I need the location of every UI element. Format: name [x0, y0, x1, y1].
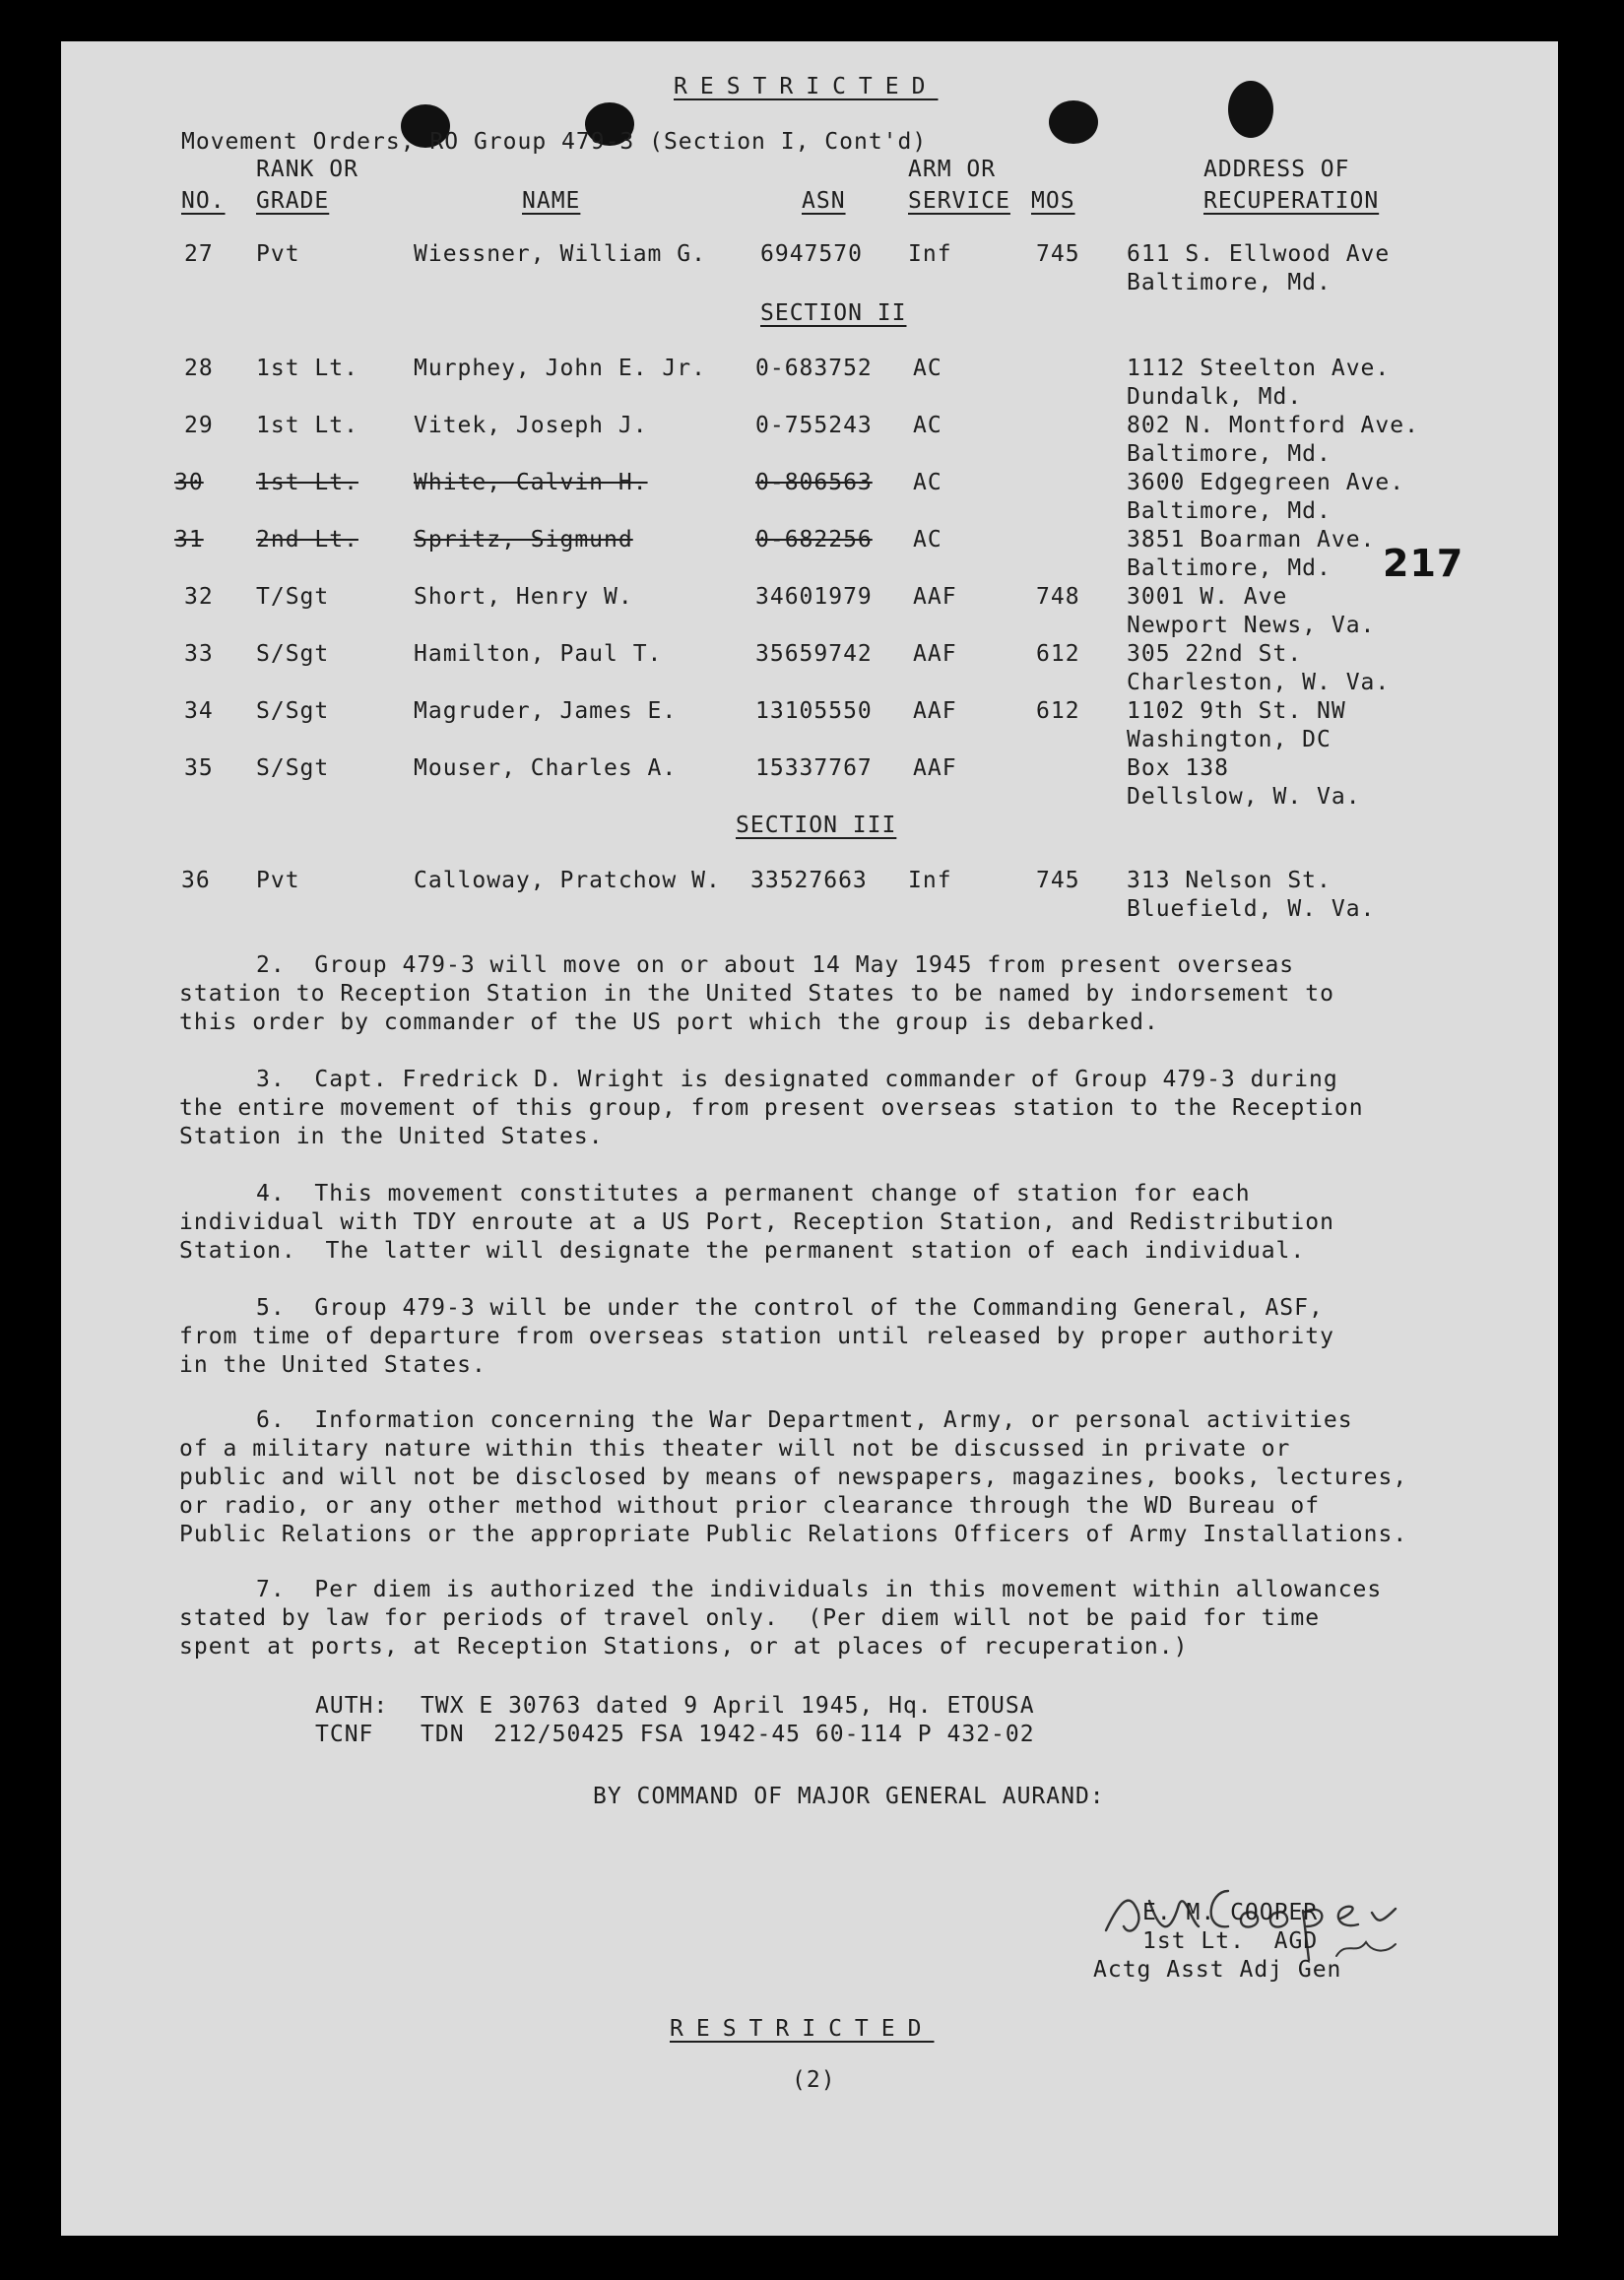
paragraph-5: 5. Group 479-3 will be under the control of the Commanding General, ASF, from time of departure from overseas station until released by proper authority in the United States. — [179, 1295, 1334, 1378]
row-no: 36 — [181, 868, 211, 893]
row-rank: 1st Lt. — [256, 413, 358, 438]
row-address-2: Baltimore, Md. — [1127, 555, 1332, 581]
signer-name: E. M. COOPER — [1142, 1900, 1319, 1925]
row-no: 28 — [184, 356, 214, 381]
paragraph-2: 2. Group 479-3 will move on or about 14 May 1945 from present overseas station to Reception Station in the United States to be named by indorsement to this order by commander of the US port which the group is debarked. — [179, 952, 1334, 1035]
tcnf-label: TCNF — [315, 1722, 374, 1747]
col-mos: MOS — [1031, 188, 1075, 214]
paragraph-6: 6. Information concerning the War Department, Army, or personal activities of a military nature within this theater will not be discussed in private or public and will not be disclosed by means of newspapers, magazines, books, lectures, or radio, or any other method without prior clearance through the WD Bureau of Public Relations or the appropriate Public Relations Officers of Army Installations. — [179, 1407, 1408, 1547]
row-arm: AAF — [913, 755, 957, 781]
row-arm: AC — [913, 527, 942, 553]
punch-hole — [1049, 100, 1098, 144]
header-classification: RESTRICTED — [674, 74, 939, 99]
page-stamp-number: 217 — [1383, 542, 1464, 585]
row-address-2: Dellslow, W. Va. — [1127, 784, 1361, 810]
auth-text: TWX E 30763 dated 9 April 1945, Hq. ETOUSA — [421, 1693, 1035, 1719]
col-grade: GRADE — [256, 188, 330, 214]
document-subtitle: Movement Orders, RO Group 479-3 (Section I, Cont'd) — [181, 129, 928, 155]
col-recuperation: RECUPERATION — [1203, 188, 1380, 214]
row-address-1: 313 Nelson St. — [1127, 868, 1332, 893]
command-line: BY COMMAND OF MAJOR GENERAL AURAND: — [593, 1784, 1105, 1809]
row-asn: 15337767 — [755, 755, 873, 781]
row-rank: S/Sgt — [256, 755, 330, 781]
row-rank: T/Sgt — [256, 584, 330, 610]
row-rank: 2nd Lt. — [256, 527, 358, 553]
row-name: Short, Henry W. — [414, 584, 633, 610]
row-name: Murphey, John E. Jr. — [414, 356, 706, 381]
row-address-2: Newport News, Va. — [1127, 613, 1376, 638]
col-address-top: ADDRESS OF — [1203, 157, 1350, 182]
row-address-1: 1112 Steelton Ave. — [1127, 356, 1391, 381]
row-address-1: 305 22nd St. — [1127, 641, 1303, 667]
row-asn: 6947570 — [760, 241, 863, 267]
row-arm: AAF — [913, 584, 957, 610]
row-asn: 33527663 — [750, 868, 868, 893]
row-asn: 34601979 — [755, 584, 873, 610]
row-address-2: Baltimore, Md. — [1127, 498, 1332, 524]
row-name: Spritz, Sigmund — [414, 527, 633, 553]
row-no: 34 — [184, 698, 214, 724]
row-arm: AC — [913, 356, 942, 381]
row-no: 35 — [184, 755, 214, 781]
row-asn: 13105550 — [755, 698, 873, 724]
col-service: SERVICE — [908, 188, 1010, 214]
row-rank: S/Sgt — [256, 698, 330, 724]
col-asn: ASN — [802, 188, 846, 214]
footer-classification: RESTRICTED — [670, 2016, 935, 2042]
row-no: 33 — [184, 641, 214, 667]
row-no: 32 — [184, 584, 214, 610]
row-rank: S/Sgt — [256, 641, 330, 667]
row-address-1: 3600 Edgegreen Ave. — [1127, 470, 1405, 495]
row-arm: Inf — [908, 241, 952, 267]
row-address-2: Charleston, W. Va. — [1127, 670, 1391, 695]
row-asn: 0-806563 — [755, 470, 873, 495]
paragraph-4: 4. This movement constitutes a permanent change of station for each individual with TDY enroute at a US Port, Reception Station, and Redistribution Station. The latter will designate the permanent station of each individual. — [179, 1181, 1334, 1264]
row-arm: AAF — [913, 698, 957, 724]
row-address-1: 3001 W. Ave — [1127, 584, 1288, 610]
row-name: Wiessner, William G. — [414, 241, 706, 267]
auth-label: AUTH: — [315, 1693, 389, 1719]
row-arm: Inf — [908, 868, 952, 893]
row-address-1: 611 S. Ellwood Ave — [1127, 241, 1391, 267]
row-no: 27 — [184, 241, 214, 267]
row-address-1: 1102 9th St. NW — [1127, 698, 1346, 724]
row-name: Mouser, Charles A. — [414, 755, 678, 781]
row-address-1: 3851 Boarman Ave. — [1127, 527, 1376, 553]
row-name: White, Calvin H. — [414, 470, 648, 495]
row-no: 29 — [184, 413, 214, 438]
row-rank: 1st Lt. — [256, 356, 358, 381]
signature-script-text — [1142, 1873, 1306, 1901]
row-name: Vitek, Joseph J. — [414, 413, 648, 438]
row-arm: AC — [913, 413, 942, 438]
signer-rank: 1st Lt. AGD — [1142, 1928, 1319, 1954]
row-no: 30 — [174, 470, 204, 495]
page-number: (2) — [792, 2067, 836, 2093]
col-no: NO. — [181, 188, 226, 214]
row-arm: AC — [913, 470, 942, 495]
paragraph-7: 7. Per diem is authorized the individuals in this movement within allowances stated by law for periods of travel only. (Per diem will not be paid for time spent at ports, at Reception Stations, or at places of recuperation.) — [179, 1577, 1383, 1660]
row-name: Calloway, Pratchow W. — [414, 868, 721, 893]
row-address-2: Dundalk, Md. — [1127, 384, 1303, 410]
row-address-2: Baltimore, Md. — [1127, 441, 1332, 467]
row-arm: AAF — [913, 641, 957, 667]
row-address-2: Baltimore, Md. — [1127, 270, 1332, 295]
punch-hole — [1228, 81, 1273, 138]
row-rank: Pvt — [256, 241, 300, 267]
row-asn: 0-755243 — [755, 413, 873, 438]
row-name: Hamilton, Paul T. — [414, 641, 663, 667]
tcnf-text: TDN 212/50425 FSA 1942-45 60-114 P 432-02 — [421, 1722, 1035, 1747]
row-no: 31 — [174, 527, 204, 553]
row-address-1: 802 N. Montford Ave. — [1127, 413, 1419, 438]
row-mos: 745 — [1036, 241, 1080, 267]
row-asn: 0-683752 — [755, 356, 873, 381]
col-rank-top: RANK OR — [256, 157, 358, 182]
row-mos: 612 — [1036, 641, 1080, 667]
row-mos: 612 — [1036, 698, 1080, 724]
col-arm-top: ARM OR — [908, 157, 997, 182]
signer-title: Actg Asst Adj Gen — [1093, 1957, 1342, 1983]
row-address-2: Washington, DC — [1127, 727, 1332, 752]
col-name: NAME — [522, 188, 581, 214]
section-iii-heading: SECTION III — [736, 813, 897, 838]
section-ii-heading: SECTION II — [760, 300, 907, 326]
row-address-1: Box 138 — [1127, 755, 1229, 781]
row-asn: 35659742 — [755, 641, 873, 667]
row-asn: 0-682256 — [755, 527, 873, 553]
row-name: Magruder, James E. — [414, 698, 678, 724]
row-address-2: Bluefield, W. Va. — [1127, 896, 1376, 922]
document-page — [61, 41, 1558, 2236]
row-mos: 745 — [1036, 868, 1080, 893]
row-rank: 1st Lt. — [256, 470, 358, 495]
row-rank: Pvt — [256, 868, 300, 893]
paragraph-3: 3. Capt. Fredrick D. Wright is designated commander of Group 479-3 during the entire movement of this group, from present overseas station to the Reception Station in the United States. — [179, 1067, 1364, 1149]
row-mos: 748 — [1036, 584, 1080, 610]
